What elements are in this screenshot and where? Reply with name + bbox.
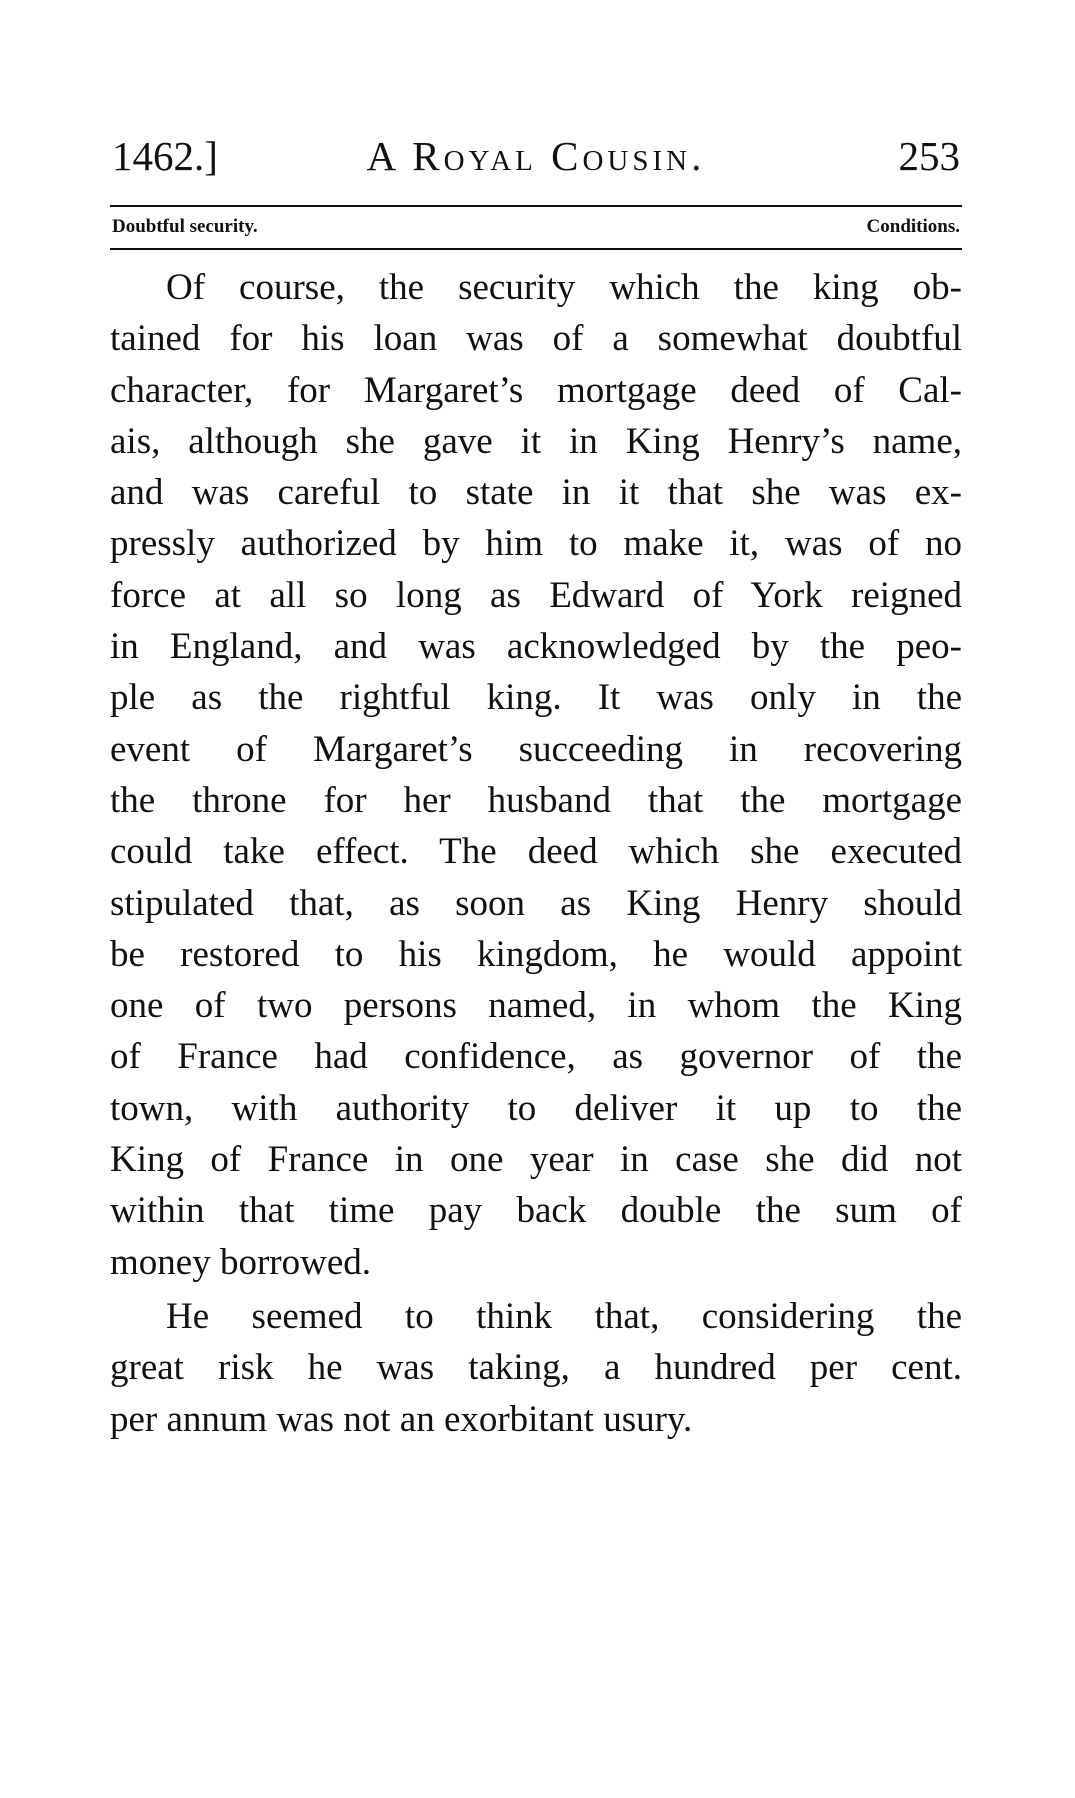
running-head-year: 1462.]	[112, 133, 218, 179]
text-line: per annum was not an exorbitant usury.	[110, 1398, 693, 1440]
text-line: money borrowed.	[110, 1241, 371, 1283]
text-line: ple as the rightful king. It was only in the	[110, 677, 962, 719]
running-head	[112, 128, 960, 184]
text-line: Of course, the security which the king ob-	[166, 267, 962, 308]
text-line: the throne for her husband that the mortgage	[110, 779, 962, 821]
text-line: character, for Margaret’s mortgage deed of Cal-	[110, 369, 962, 411]
text-line: force at all so long as Edward of York reigned	[110, 574, 962, 616]
marginal-note-right: Conditions.	[866, 216, 960, 237]
marginal-notes	[112, 211, 960, 243]
text-line: within that time pay back double the sum of	[110, 1190, 962, 1232]
header-rule-top	[110, 205, 962, 207]
text-line: town, with authority to deliver it up to the	[110, 1087, 962, 1129]
text-line: tained for his loan was of a somewhat doubtful	[110, 318, 962, 360]
text-line: great risk he was taking, a hundred per cent.	[110, 1347, 962, 1389]
paragraph	[110, 262, 962, 1288]
text-line: King of France in one year in case she did not	[110, 1139, 962, 1181]
paragraph	[110, 1291, 962, 1445]
text-line: could take effect. The deed which she executed	[110, 831, 962, 873]
text-line: ais, although she gave it in King Henry’s name,	[110, 420, 962, 462]
text-line: event of Margaret’s succeeding in recovering	[110, 728, 962, 770]
marginal-note-left: Doubtful security.	[112, 216, 258, 237]
text-line: He seemed to think that, considering the	[166, 1295, 962, 1337]
running-head-title: A Royal Cousin.	[366, 133, 706, 179]
header-rule-bottom	[110, 248, 962, 250]
text-line: stipulated that, as soon as King Henry should	[110, 882, 962, 924]
text-line: pressly authorized by him to make it, was of no	[110, 523, 962, 565]
text-line: and was careful to state in it that she was ex-	[110, 472, 962, 514]
text-line: one of two persons named, in whom the King	[110, 985, 962, 1027]
page-number: 253	[898, 133, 960, 179]
text-line: be restored to his kingdom, he would appoint	[110, 933, 962, 975]
text-line: of France had confidence, as governor of the	[110, 1036, 962, 1078]
text-line: in England, and was acknowledged by the peo-	[110, 626, 962, 668]
body-text	[110, 262, 962, 1445]
